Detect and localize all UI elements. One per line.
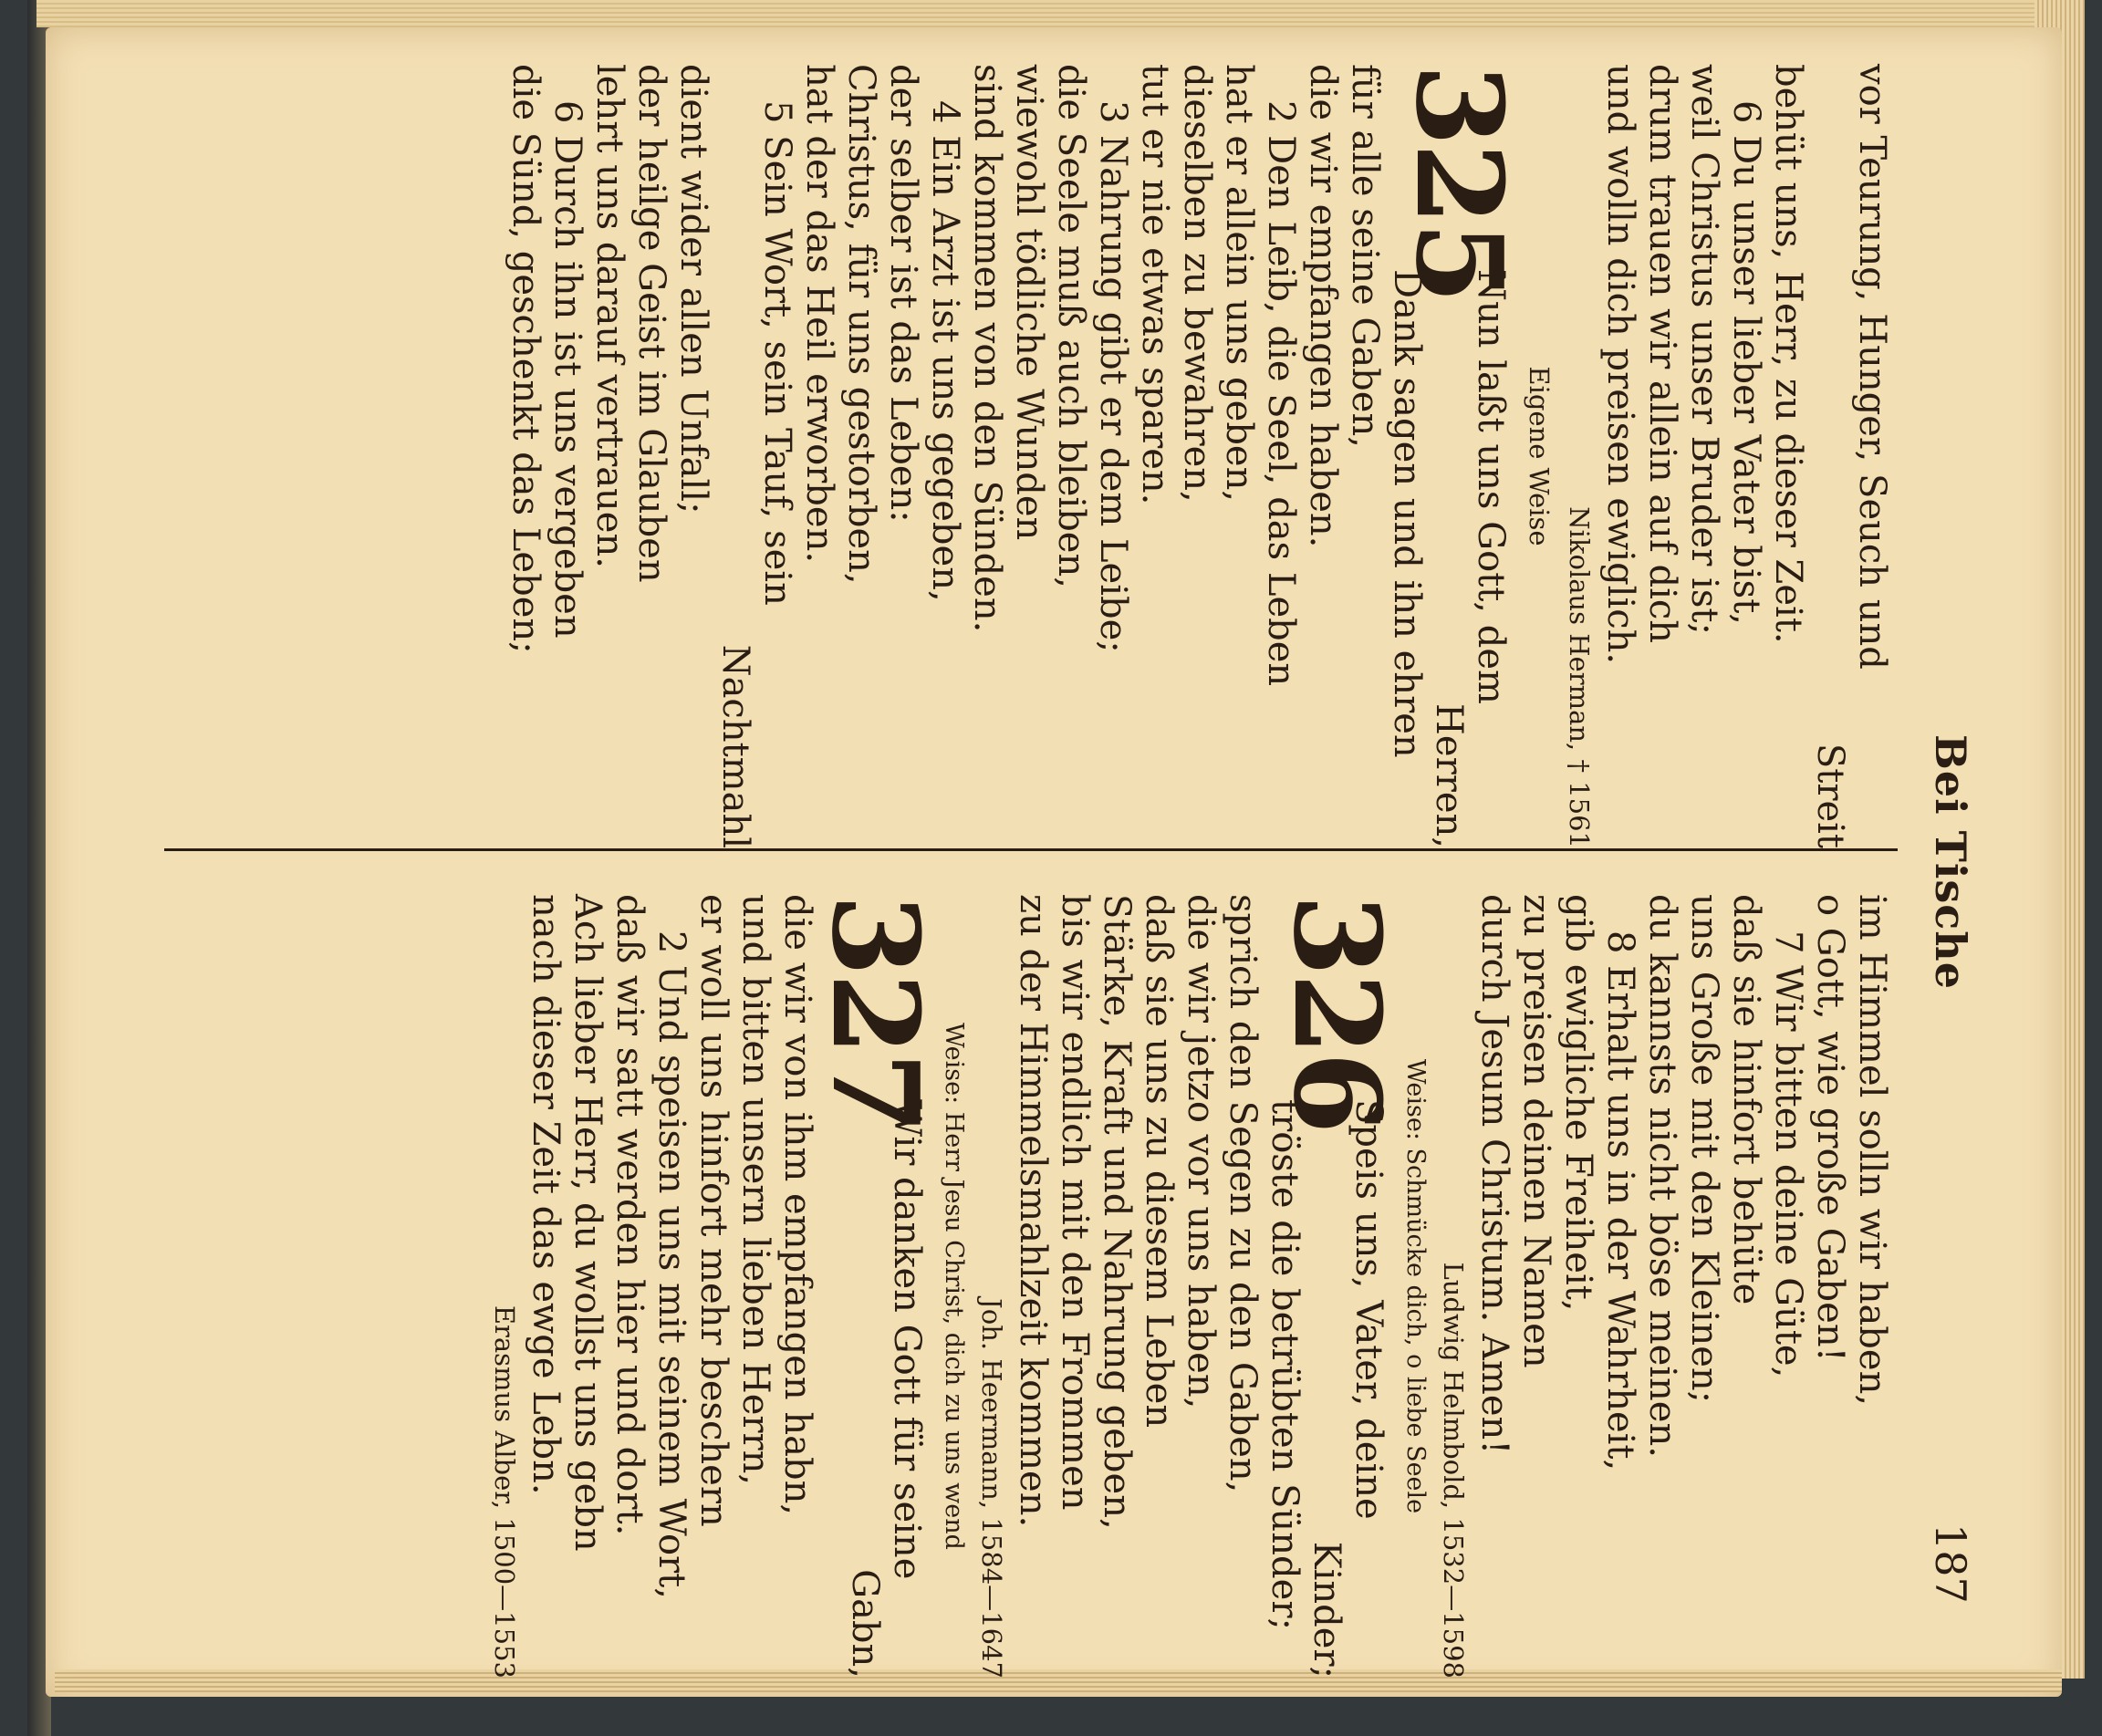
author-credit: Nikolaus Herman, † 1561: [1564, 506, 1595, 848]
stanza-line: 6 Durch ihn ist uns vergeben: [546, 100, 588, 639]
right-column: [484, 894, 1893, 1679]
stanza-line: 8 Erhalt uns in der Wahrheit,: [1599, 930, 1641, 1471]
stanza-line: 2 Und speisen uns mit seinem Wort,: [650, 930, 692, 1599]
hymn-number: 325: [1389, 64, 1529, 301]
stanza-line: der heilge Geist im Glauben: [630, 64, 672, 583]
stanza-line: daß sie hinfort behüte: [1725, 894, 1767, 1305]
running-header: [1920, 27, 1975, 1697]
stanza-line: dieselben zu bewahren,: [1176, 64, 1218, 503]
stanza-line: Gabn,: [844, 1569, 886, 1679]
stanza-line: du kannsts nicht böse meinen.: [1641, 894, 1683, 1458]
stanza-line: für alle seine Gaben,: [1344, 64, 1386, 448]
stanza-line: tröste die betrübten Sünder;: [1264, 1099, 1306, 1630]
stanza-line: die wir von ihm empfangen habn,: [776, 894, 818, 1516]
author-credit: Erasmus Alber, 1500—1553: [489, 1305, 520, 1679]
stanza-line: weil Christus unser Bruder ist;: [1683, 64, 1725, 635]
stanza-line: sind kommen von den Sünden.: [966, 64, 1008, 633]
stanza-line: lehrt uns darauf vertrauen.: [588, 64, 630, 568]
left-column: [505, 64, 1893, 848]
stanza-line: tut er nie etwas sparen.: [1134, 64, 1176, 505]
page-number: 187: [1926, 1523, 1975, 1604]
stanza-line: Ach lieber Herr, du wollst uns gebn: [567, 894, 609, 1552]
stanza-line: Speis uns, Vater, deine: [1348, 1099, 1389, 1520]
stanza-line: Nun laßt uns Gott, dem: [1470, 269, 1512, 704]
tune-note: Weise: Schmücke dich, o liebe Seele: [1401, 1058, 1430, 1514]
text-line: vor Teurung, Hunger, Seuch und: [1851, 64, 1893, 670]
stanza-line: die Seele muß auch bleiben,: [1050, 64, 1092, 588]
stanza-line: zu der Himmelsmahlzeit kommen.: [1012, 894, 1054, 1528]
stanza-line: gib ewigliche Freiheit,: [1557, 894, 1599, 1312]
hymn-number: 327: [806, 894, 945, 1131]
stanza-line: drum trauen wir allein auf dich: [1641, 64, 1683, 644]
stanza-line: daß sie uns zu diesem Leben: [1138, 894, 1180, 1429]
stanza-line: Nachtmahl: [714, 644, 756, 848]
author-credit: Ludwig Helmbold, 1532—1598: [1438, 1262, 1469, 1679]
stanza-line: 5 Sein Wort, sein Tauf, sein: [756, 100, 798, 606]
stanza-line: sprich den Segen zu den Gaben,: [1222, 894, 1264, 1493]
tune-note: Weise: Herr Jesu Christ, dich zu uns wend: [940, 1023, 968, 1550]
hymn-326: [1264, 894, 1407, 1679]
stanza-line: 6 Du unser lieber Vater bist,: [1725, 100, 1767, 625]
column-divider: [164, 848, 1898, 851]
text-line: im Himmel solln wir haben,: [1851, 894, 1893, 1407]
section-title: Bei Tische: [1926, 734, 1975, 990]
hymn-number: 326: [1267, 894, 1407, 1131]
text-line: behüt uns, Herr, zu dieser Zeit.: [1767, 64, 1809, 644]
stanza-line: 7 Wir bitten deine Güte,: [1767, 930, 1809, 1378]
stanza-line: 2 Den Leib, die Seel, das Leben: [1260, 100, 1302, 687]
stanza-line: er woll uns hinfort mehr beschern: [692, 894, 734, 1527]
stanza-line: und wolln dich preisen ewiglich.: [1599, 64, 1641, 665]
stanza-line: bis wir endlich mit den Frommen: [1054, 894, 1096, 1511]
stanza-line: 3 Nahrung gibt er dem Leibe;: [1092, 100, 1134, 653]
stanza-line: uns Große mit den Kleinen;: [1683, 894, 1725, 1404]
stanza-line: und bitten unsern lieben Herrn,: [734, 894, 776, 1486]
stanza-line: die wir empfangen haben.: [1302, 64, 1344, 548]
stanza-line: nach dieser Zeit das ewge Lebn.: [525, 894, 567, 1495]
stanza-line: Christus, für uns gestorben,: [840, 64, 882, 585]
stanza-line: wiewohl tödliche Wunden: [1008, 64, 1050, 541]
text-line: Streit: [1809, 743, 1851, 848]
stanza-line: die wir jetzo vor uns haben,: [1180, 894, 1222, 1409]
stanza-line: 4 Ein Arzt ist uns gegeben,: [924, 100, 966, 602]
hymn-327: [806, 894, 945, 1679]
stanza-line: die Sünd, geschenkt das Leben;: [505, 64, 546, 654]
hymnal-page: [91, 27, 2062, 1697]
stanza-line: daß wir satt werden hier und dort.: [609, 894, 650, 1536]
stanza-line: hat er allein uns geben,: [1218, 64, 1260, 503]
stanza-line: durch Jesum Christum. Amen!: [1473, 894, 1515, 1455]
tune-note: Eigene Weise: [1524, 366, 1555, 546]
stanza-line: dient wider allen Unfall;: [672, 64, 714, 515]
stanza-line: hat der das Heil erworben.: [798, 64, 840, 564]
stanza-line: zu preisen deinen Namen: [1515, 894, 1557, 1368]
hymn-325: [1386, 64, 1529, 848]
stanza-line: der selber ist das Leben:: [882, 64, 924, 523]
text-line: o Gott, wie große Gaben!: [1809, 894, 1851, 1362]
page-edges-top: [36, 0, 2071, 27]
stanza-line: Stärke, Kraft und Nahrung geben,: [1096, 894, 1138, 1530]
stanza-line: Kinder;: [1306, 1541, 1348, 1679]
author-credit: Joh. Heermann, 1584—1647: [976, 1298, 1007, 1679]
stanza-line: Herren,: [1428, 703, 1470, 848]
stanza-line: Dank sagen und ihn ehren: [1386, 269, 1428, 758]
stanza-line: Wir danken Gott für seine: [886, 1099, 928, 1580]
